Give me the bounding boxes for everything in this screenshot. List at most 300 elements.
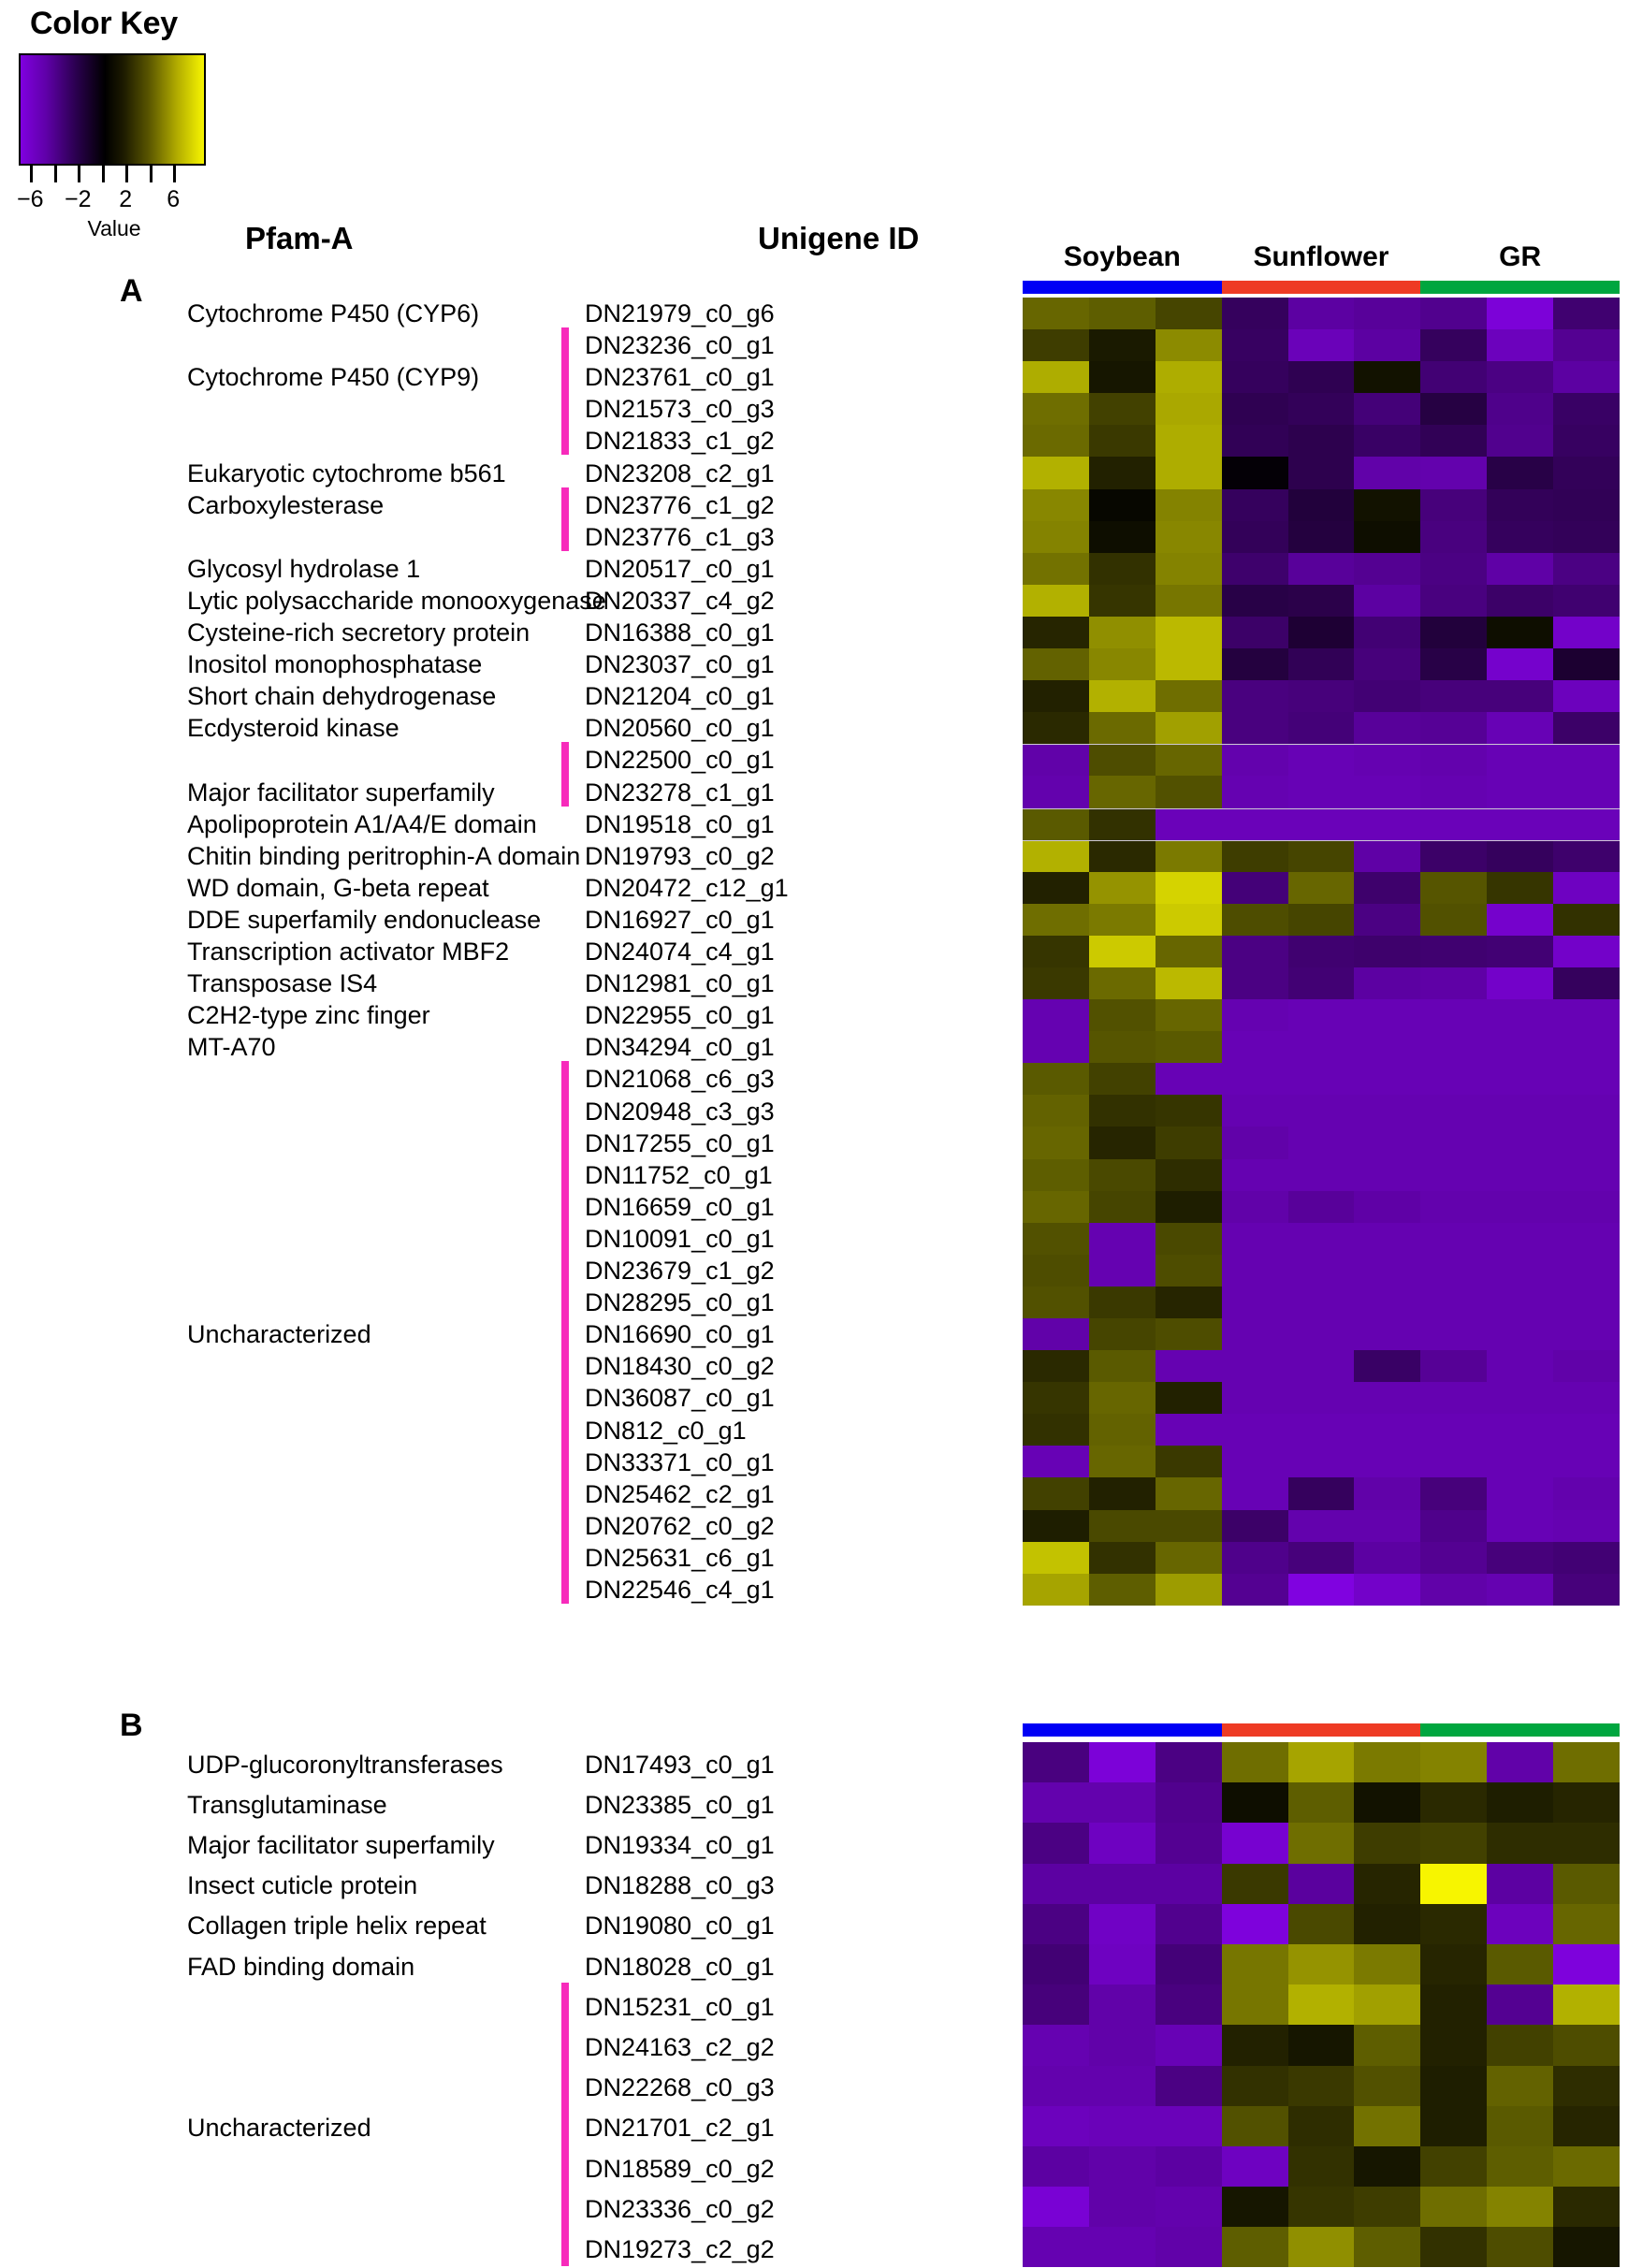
- heatmap-cell: [1354, 361, 1420, 393]
- heatmap-row: [1023, 521, 1620, 553]
- heatmap-cell: [1156, 2106, 1222, 2146]
- heatmap-cell: [1354, 1318, 1420, 1350]
- heatmap-cell: [1023, 1864, 1089, 1904]
- heatmap-cell: [1487, 808, 1553, 840]
- heatmap-cell: [1487, 1574, 1553, 1606]
- heatmap-cell: [1553, 840, 1620, 872]
- heatmap-cell: [1222, 1823, 1288, 1863]
- unigene-id-label: DN11752_c0_g1: [585, 1160, 773, 1189]
- color-key-tick-label: 2: [119, 186, 133, 212]
- heatmap-cell: [1420, 393, 1487, 425]
- heatmap-cell: [1089, 1782, 1156, 1823]
- heatmap-row: [1023, 1223, 1620, 1255]
- heatmap-cell: [1354, 872, 1420, 904]
- heatmap-cell: [1420, 1446, 1487, 1477]
- group-bar-sunflower: [1222, 281, 1421, 294]
- unigene-id-label: DN18430_c0_g2: [585, 1352, 775, 1381]
- group-labels: [1023, 241, 1620, 273]
- heatmap-cell: [1089, 1318, 1156, 1350]
- heatmap-cell: [1553, 680, 1620, 712]
- heatmap-cell: [1222, 393, 1288, 425]
- heatmap-cell: [1288, 1255, 1355, 1287]
- column-header-unigene: Unigene ID: [758, 221, 920, 255]
- heatmap-cell: [1553, 999, 1620, 1031]
- heatmap-row: [1023, 1985, 1620, 2025]
- color-key-title: Color Key: [30, 6, 178, 41]
- heatmap-cell: [1487, 2025, 1553, 2065]
- heatmap-cell: [1354, 617, 1420, 648]
- heatmap-cell: [1023, 457, 1089, 488]
- heatmap-cell: [1023, 1350, 1089, 1382]
- heatmap-cell: [1023, 329, 1089, 361]
- heatmap-cell: [1023, 936, 1089, 967]
- heatmap-cell: [1553, 1864, 1620, 1904]
- heatmap-cell: [1089, 680, 1156, 712]
- heatmap-cell: [1222, 2025, 1288, 2065]
- row-separator: [1023, 840, 1620, 841]
- heatmap-cell: [1288, 1350, 1355, 1382]
- heatmap-cell: [1089, 457, 1156, 488]
- heatmap-cell: [1288, 2227, 1355, 2267]
- heatmap-cell: [1420, 2187, 1487, 2227]
- heatmap-cell: [1354, 1287, 1420, 1318]
- heatmap-cell: [1222, 1477, 1288, 1509]
- heatmap-cell: [1420, 872, 1487, 904]
- heatmap-cell: [1553, 744, 1620, 776]
- heatmap-cell: [1222, 744, 1288, 776]
- heatmap-row: [1023, 2025, 1620, 2065]
- color-key-axis-label: Value: [87, 216, 141, 240]
- unigene-id-label: DN18028_c0_g1: [585, 1952, 775, 1981]
- heatmap-row: [1023, 1031, 1620, 1063]
- heatmap-cell: [1156, 680, 1222, 712]
- heatmap-cell: [1089, 1904, 1156, 1944]
- heatmap-row: [1023, 680, 1620, 712]
- heatmap-cell: [1288, 2146, 1355, 2187]
- heatmap-cell: [1553, 1477, 1620, 1509]
- heatmap-cell: [1553, 1159, 1620, 1191]
- heatmap-cell: [1354, 2025, 1420, 2065]
- heatmap-cell: [1288, 936, 1355, 967]
- unigene-id-label: DN23385_c0_g1: [585, 1790, 775, 1819]
- heatmap-cell: [1354, 1223, 1420, 1255]
- heatmap-cell: [1354, 1031, 1420, 1063]
- heatmap-cell: [1023, 425, 1089, 457]
- heatmap-cell: [1156, 1318, 1222, 1350]
- heatmap-cell: [1354, 1510, 1420, 1542]
- pfam-label: Lytic polysaccharide monooxygenase: [187, 586, 606, 615]
- heatmap-cell: [1288, 680, 1355, 712]
- heatmap-cell: [1420, 904, 1487, 936]
- heatmap-cell: [1222, 904, 1288, 936]
- heatmap-cell: [1420, 1255, 1487, 1287]
- heatmap-cell: [1222, 2066, 1288, 2106]
- heatmap-cell: [1553, 1191, 1620, 1223]
- unigene-id-label: DN20560_c0_g1: [585, 714, 775, 743]
- heatmap-cell: [1156, 1191, 1222, 1223]
- heatmap-cell: [1023, 1742, 1089, 1782]
- heatmap-cell: [1288, 967, 1355, 999]
- heatmap-cell: [1354, 2187, 1420, 2227]
- pfam-label: Carboxylesterase: [187, 490, 385, 519]
- heatmap-cell: [1023, 1382, 1089, 1414]
- heatmap-cell: [1354, 776, 1420, 807]
- heatmap-cell: [1023, 2227, 1089, 2267]
- heatmap-cell: [1420, 329, 1487, 361]
- heatmap-cell: [1420, 585, 1487, 617]
- heatmap-cell: [1089, 298, 1156, 329]
- heatmap-cell: [1023, 1287, 1089, 1318]
- heatmap-cell: [1420, 489, 1487, 521]
- heatmap-cell: [1354, 840, 1420, 872]
- heatmap-cell: [1089, 425, 1156, 457]
- heatmap-cell: [1553, 425, 1620, 457]
- heatmap-cell: [1222, 521, 1288, 553]
- heatmap-cell: [1487, 1063, 1553, 1095]
- heatmap-cell: [1354, 393, 1420, 425]
- heatmap-cell: [1553, 298, 1620, 329]
- heatmap-cell: [1089, 776, 1156, 807]
- heatmap-cell: [1420, 1031, 1487, 1063]
- heatmap-cell: [1553, 2187, 1620, 2227]
- group-bar-soybean: [1023, 1723, 1222, 1737]
- heatmap-cell: [1222, 2187, 1288, 2227]
- unigene-id-label: DN24074_c4_g1: [585, 938, 775, 967]
- group-color-bar: [1023, 281, 1620, 294]
- heatmap-cell: [1023, 1477, 1089, 1509]
- heatmap-cell: [1420, 1127, 1487, 1158]
- heatmap-cell: [1023, 1510, 1089, 1542]
- heatmap-cell: [1553, 808, 1620, 840]
- heatmap-cell: [1354, 904, 1420, 936]
- heatmap-cell: [1354, 1742, 1420, 1782]
- heatmap-cell: [1089, 840, 1156, 872]
- heatmap-cell: [1487, 1414, 1553, 1446]
- heatmap-cell: [1023, 1782, 1089, 1823]
- heatmap-cell: [1487, 2106, 1553, 2146]
- unigene-id-label: DN36087_c0_g1: [585, 1384, 775, 1413]
- unigene-id-label: DN23776_c1_g3: [585, 522, 775, 551]
- heatmap-cell: [1354, 1127, 1420, 1158]
- heatmap-cell: [1222, 1127, 1288, 1158]
- heatmap-cell: [1288, 457, 1355, 488]
- heatmap-cell: [1089, 744, 1156, 776]
- heatmap-cell: [1089, 2146, 1156, 2187]
- heatmap-panel-a: [1023, 298, 1620, 1606]
- color-key-tick-5: [150, 166, 153, 182]
- heatmap-cell: [1420, 1095, 1487, 1127]
- heatmap-cell: [1089, 1350, 1156, 1382]
- heatmap-cell: [1222, 1864, 1288, 1904]
- heatmap-cell: [1089, 1864, 1156, 1904]
- unigene-id-label: DN19080_c0_g1: [585, 1912, 775, 1941]
- heatmap-row: [1023, 1864, 1620, 1904]
- heatmap-cell: [1023, 648, 1089, 680]
- heatmap-cell: [1420, 967, 1487, 999]
- heatmap-cell: [1023, 744, 1089, 776]
- heatmap-cell: [1288, 1542, 1355, 1574]
- heatmap-cell: [1156, 1542, 1222, 1574]
- heatmap-cell: [1487, 489, 1553, 521]
- heatmap-cell: [1553, 1904, 1620, 1944]
- heatmap-cell: [1288, 1191, 1355, 1223]
- heatmap-cell: [1420, 1477, 1487, 1509]
- heatmap-row: [1023, 2187, 1620, 2227]
- heatmap-cell: [1089, 489, 1156, 521]
- heatmap-cell: [1222, 1510, 1288, 1542]
- heatmap-cell: [1222, 1414, 1288, 1446]
- heatmap-cell: [1089, 393, 1156, 425]
- heatmap-cell: [1420, 840, 1487, 872]
- pfam-label: Uncharacterized: [187, 1320, 371, 1349]
- heatmap-cell: [1354, 1255, 1420, 1287]
- heatmap-cell: [1089, 1414, 1156, 1446]
- heatmap-cell: [1156, 2066, 1222, 2106]
- heatmap-cell: [1222, 840, 1288, 872]
- heatmap-cell: [1156, 617, 1222, 648]
- heatmap-cell: [1089, 1191, 1156, 1223]
- heatmap-cell: [1420, 1063, 1487, 1095]
- unigene-id-label: DN20472_c12_g1: [585, 873, 789, 902]
- group-label-gr: GR: [1499, 241, 1542, 272]
- heatmap-cell: [1156, 457, 1222, 488]
- heatmap-row: [1023, 1318, 1620, 1350]
- heatmap-cell: [1553, 1318, 1620, 1350]
- heatmap-cell: [1023, 1904, 1089, 1944]
- heatmap-cell: [1089, 872, 1156, 904]
- heatmap-cell: [1553, 1446, 1620, 1477]
- unigene-id-label: DN16690_c0_g1: [585, 1320, 775, 1349]
- heatmap-cell: [1354, 553, 1420, 585]
- heatmap-cell: [1288, 1318, 1355, 1350]
- heatmap-cell: [1553, 1063, 1620, 1095]
- heatmap-row: [1023, 1287, 1620, 1318]
- heatmap-row: [1023, 1255, 1620, 1287]
- heatmap-cell: [1089, 1542, 1156, 1574]
- heatmap-cell: [1222, 1031, 1288, 1063]
- heatmap-cell: [1089, 1944, 1156, 1985]
- heatmap-cell: [1222, 617, 1288, 648]
- heatmap-cell: [1487, 298, 1553, 329]
- heatmap-cell: [1089, 1574, 1156, 1606]
- unigene-id-label: DN12981_c0_g1: [585, 969, 775, 998]
- heatmap-cell: [1288, 712, 1355, 744]
- heatmap-cell: [1222, 489, 1288, 521]
- heatmap-cell: [1288, 648, 1355, 680]
- heatmap-cell: [1156, 808, 1222, 840]
- heatmap-row: [1023, 1823, 1620, 1863]
- heatmap-cell: [1023, 680, 1089, 712]
- heatmap-cell: [1354, 1414, 1420, 1446]
- heatmap-row: [1023, 585, 1620, 617]
- heatmap-row: [1023, 840, 1620, 872]
- heatmap-cell: [1156, 1985, 1222, 2025]
- heatmap-cell: [1023, 2146, 1089, 2187]
- heatmap-cell: [1553, 1782, 1620, 1823]
- heatmap-cell: [1420, 2146, 1487, 2187]
- heatmap-cell: [1553, 872, 1620, 904]
- heatmap-cell: [1222, 1159, 1288, 1191]
- unigene-id-label: DN18589_c0_g2: [585, 2154, 775, 2183]
- heatmap-cell: [1222, 712, 1288, 744]
- heatmap-cell: [1222, 936, 1288, 967]
- heatmap-cell: [1487, 2066, 1553, 2106]
- heatmap-cell: [1420, 712, 1487, 744]
- heatmap-cell: [1023, 2106, 1089, 2146]
- heatmap-cell: [1089, 808, 1156, 840]
- heatmap-cell: [1222, 1944, 1288, 1985]
- heatmap-cell: [1354, 744, 1420, 776]
- heatmap-cell: [1420, 298, 1487, 329]
- heatmap-cell: [1553, 1382, 1620, 1414]
- heatmap-cell: [1023, 872, 1089, 904]
- heatmap-row: [1023, 1510, 1620, 1542]
- heatmap-row: [1023, 1414, 1620, 1446]
- row-separator: [1023, 808, 1620, 809]
- heatmap-cell: [1089, 1159, 1156, 1191]
- heatmap-cell: [1089, 999, 1156, 1031]
- heatmap-cell: [1487, 1944, 1553, 1985]
- heatmap-cell: [1222, 1574, 1288, 1606]
- heatmap-cell: [1420, 1864, 1487, 1904]
- heatmap-cell: [1089, 712, 1156, 744]
- heatmap-cell: [1487, 712, 1553, 744]
- unigene-id-label: DN21833_c1_g2: [585, 427, 775, 456]
- heatmap-cell: [1354, 1095, 1420, 1127]
- heatmap-cell: [1222, 329, 1288, 361]
- color-key-tick-4: [125, 166, 128, 182]
- heatmap-cell: [1222, 361, 1288, 393]
- color-key-gradient: [19, 53, 206, 166]
- heatmap-cell: [1156, 872, 1222, 904]
- heatmap-cell: [1089, 1510, 1156, 1542]
- heatmap-cell: [1222, 2146, 1288, 2187]
- heatmap-cell: [1023, 776, 1089, 807]
- heatmap-cell: [1288, 999, 1355, 1031]
- heatmap-cell: [1023, 361, 1089, 393]
- heatmap-cell: [1288, 1477, 1355, 1509]
- heatmap-cell: [1023, 298, 1089, 329]
- heatmap-cell: [1487, 2187, 1553, 2227]
- heatmap-cell: [1288, 521, 1355, 553]
- pfam-label: Major facilitator superfamily: [187, 1831, 495, 1859]
- heatmap-cell: [1089, 617, 1156, 648]
- heatmap-cell: [1553, 1031, 1620, 1063]
- unigene-id-label: DN23236_c0_g1: [585, 331, 775, 360]
- pfam-label: Eukaryotic cytochrome b561: [187, 458, 506, 487]
- heatmap-cell: [1222, 1063, 1288, 1095]
- heatmap-cell: [1156, 1159, 1222, 1191]
- heatmap-cell: [1420, 1782, 1487, 1823]
- unigene-id-label: DN23336_c0_g2: [585, 2194, 775, 2223]
- heatmap-cell: [1487, 648, 1553, 680]
- heatmap-cell: [1089, 1742, 1156, 1782]
- pfam-label: MT-A70: [187, 1033, 276, 1062]
- heatmap-cell: [1553, 1223, 1620, 1255]
- heatmap-cell: [1288, 1414, 1355, 1446]
- heatmap-row: [1023, 1782, 1620, 1823]
- heatmap-cell: [1553, 1255, 1620, 1287]
- unigene-id-label: DN10091_c0_g1: [585, 1224, 775, 1253]
- heatmap-cell: [1420, 648, 1487, 680]
- heatmap-cell: [1487, 872, 1553, 904]
- heatmap-cell: [1089, 1255, 1156, 1287]
- heatmap-cell: [1288, 585, 1355, 617]
- heatmap-cell: [1354, 1944, 1420, 1985]
- heatmap-cell: [1487, 1350, 1553, 1382]
- heatmap-cell: [1487, 1031, 1553, 1063]
- heatmap-cell: [1354, 1574, 1420, 1606]
- heatmap-cell: [1156, 1742, 1222, 1782]
- heatmap-row: [1023, 999, 1620, 1031]
- heatmap-cell: [1023, 1823, 1089, 1863]
- heatmap-cell: [1288, 1223, 1355, 1255]
- heatmap-cell: [1222, 1904, 1288, 1944]
- heatmap-cell: [1553, 617, 1620, 648]
- heatmap-cell: [1553, 1350, 1620, 1382]
- heatmap-cell: [1487, 1904, 1553, 1944]
- group-label-sunflower: Sunflower: [1253, 241, 1389, 272]
- heatmap-cell: [1420, 2025, 1487, 2065]
- heatmap-cell: [1023, 904, 1089, 936]
- heatmap-cell: [1156, 329, 1222, 361]
- column-header-pfam: Pfam-A: [245, 221, 354, 255]
- heatmap-cell: [1089, 648, 1156, 680]
- heatmap-cell: [1222, 1985, 1288, 2025]
- pfam-label: FAD binding domain: [187, 1952, 415, 1981]
- heatmap-cell: [1288, 329, 1355, 361]
- group-label-soybean: Soybean: [1063, 241, 1181, 272]
- heatmap-cell: [1553, 1944, 1620, 1985]
- unigene-id-label: DN33371_c0_g1: [585, 1447, 775, 1476]
- heatmap-cell: [1553, 2146, 1620, 2187]
- heatmap-cell: [1288, 489, 1355, 521]
- heatmap-cell: [1222, 999, 1288, 1031]
- heatmap-cell: [1354, 1782, 1420, 1823]
- heatmap-row: [1023, 617, 1620, 648]
- heatmap-cell: [1156, 840, 1222, 872]
- heatmap-cell: [1420, 808, 1487, 840]
- heatmap-cell: [1222, 553, 1288, 585]
- heatmap-cell: [1420, 617, 1487, 648]
- heatmap-cell: [1089, 2187, 1156, 2227]
- pfam-label: WD domain, G-beta repeat: [187, 873, 489, 902]
- unigene-id-label: DN23037_c0_g1: [585, 650, 775, 679]
- heatmap-cell: [1354, 712, 1420, 744]
- unigene-id-label: DN19518_c0_g1: [585, 809, 775, 838]
- heatmap-cell: [1553, 1287, 1620, 1318]
- heatmap-cell: [1420, 1944, 1487, 1985]
- heatmap-cell: [1156, 904, 1222, 936]
- heatmap-cell: [1553, 1127, 1620, 1158]
- heatmap-cell: [1222, 1542, 1288, 1574]
- heatmap-cell: [1553, 712, 1620, 744]
- heatmap-cell: [1089, 521, 1156, 553]
- heatmap-cell: [1354, 1382, 1420, 1414]
- heatmap-cell: [1288, 1095, 1355, 1127]
- heatmap-row: [1023, 361, 1620, 393]
- heatmap-cell: [1288, 808, 1355, 840]
- heatmap-cell: [1420, 1191, 1487, 1223]
- unigene-id-label: DN16388_c0_g1: [585, 618, 775, 647]
- heatmap-cell: [1354, 967, 1420, 999]
- heatmap-cell: [1222, 1742, 1288, 1782]
- heatmap-cell: [1288, 840, 1355, 872]
- heatmap-cell: [1288, 2066, 1355, 2106]
- heatmap-cell: [1487, 329, 1553, 361]
- heatmap-cell: [1420, 361, 1487, 393]
- heatmap-cell: [1156, 936, 1222, 967]
